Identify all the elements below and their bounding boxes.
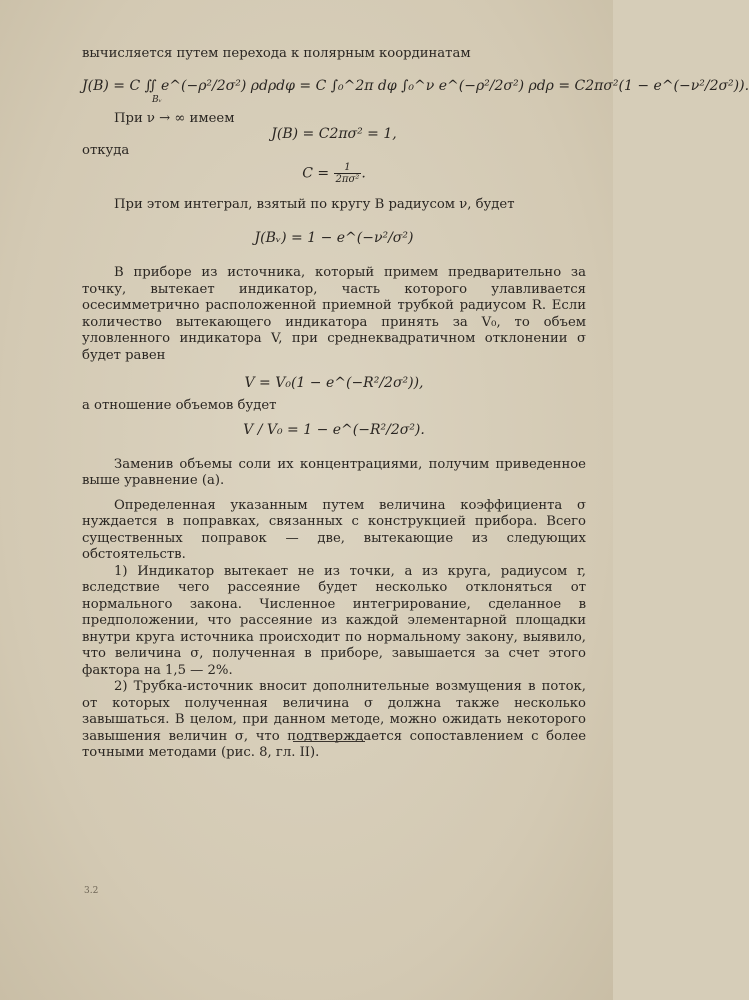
paragraph-3: Определенная указанным путем величина коэффициента σ нуждается в поправках, связанных с конструкцией прибора. Всего существенных поправок — две, вытекающие из следующих обстоятельств. [82,497,586,562]
equation-3-fraction: $\frac{1}{\text{2πσ²}}$ [335,161,360,185]
text-line-1: вычисляется путем перехода к полярным координатам [82,46,471,61]
paragraph-4: 1) Индикатор вытекает не из точки, а из круга, радиусом r, вследствие чего рассеяние будет несколько отклоняться от нормального закона. Численное интегрирование, сделанное в предположении, что рассеяние из каждой элементарной площадки внутри круга источника происходит по нормальному закону, выявило, что величина σ, полученная в приборе, завышается за счет этого фактора на 1,5 — 2%. [82,563,586,678]
equation-2: J(B) = C2πσ² = 1, [271,126,397,142]
paragraph-2: Заменив объемы соли их концентрациями, получим приведенное выше уравнение (a). [82,456,586,488]
equation-1-expression: J(B) = C ∬ e^(−ρ²/2σ²) ρdρdφ = C ∫₀^2π dφ ∫₀^ν e^(−ρ²/2σ²) ρdρ = C2πσ²(1 − e^(−ν²/2σ²)). [82,77,749,94]
paragraph-5: 2) Трубка-источник вносит дополнительные возмущения в поток, от которых полученная величина σ должна также несколько завышаться. В целом, при данном методе, можно ожидать некоторого завышения величин σ, что подтверждается сопоставлением с более точными методами (рис. 8, гл. II). [82,679,586,760]
text-line-4: При этом интеграл, взятый по кругу B радиусом ν, будет [114,196,515,212]
equation-3: C = $\frac{1}{\text{2πσ²}}$ . [302,161,366,185]
section-divider [293,741,365,742]
text-line-3: откуда [82,143,130,158]
equation-1-subscript: Bᵥ [152,94,162,105]
equation-6: V / V₀ = 1 − e^(−R²/2σ²). [243,421,425,438]
paragraph-1: В приборе из источника, который примем предварительно за точку, вытекает индикатор, часть которого улавливается осесимметрично расположенной приемной трубкой радиусом R. Если количество вытекающего индикатора принять за V₀, то объем уловленного индикатора V, при среднеквадратичном отклонении σ будет равен [82,265,586,363]
page-body [82,46,749,762]
equation-1 [82,77,749,95]
text-line-2: При ν → ∞ имеем [114,110,235,126]
corner-mark: 3.2 [84,886,99,896]
equation-5: V = V₀(1 − e^(−R²/2σ²)), [244,375,424,391]
text-line-5: а отношение объемов будет [82,398,277,413]
equation-4: J(Bᵥ) = 1 − e^(−ν²/σ²) [254,230,414,246]
